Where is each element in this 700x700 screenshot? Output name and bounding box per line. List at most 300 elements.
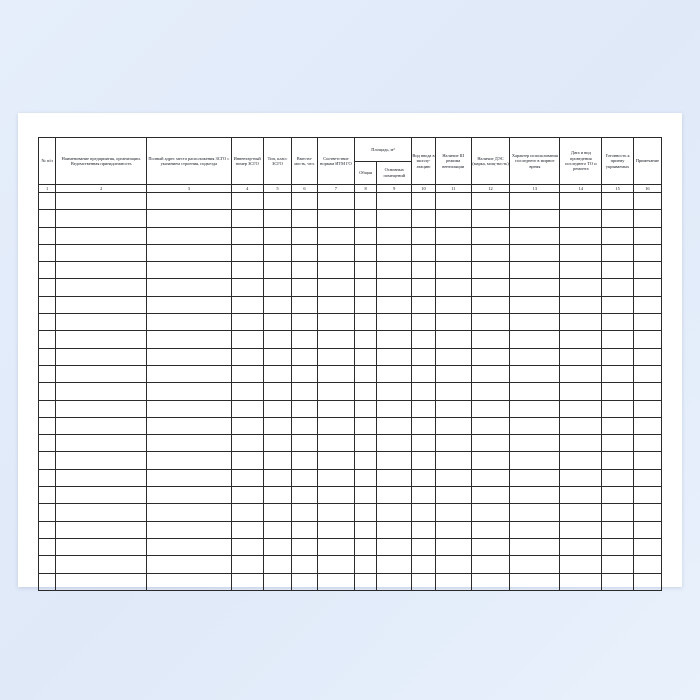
table-cell[interactable] bbox=[412, 556, 436, 573]
table-row[interactable] bbox=[39, 435, 662, 452]
table-cell[interactable] bbox=[39, 227, 56, 244]
table-cell[interactable] bbox=[471, 244, 510, 261]
table-cell[interactable] bbox=[354, 487, 377, 504]
table-cell[interactable] bbox=[354, 521, 377, 538]
table-cell[interactable] bbox=[510, 383, 560, 400]
table-cell[interactable] bbox=[56, 314, 147, 331]
table-cell[interactable] bbox=[147, 469, 231, 486]
table-cell[interactable] bbox=[471, 504, 510, 521]
table-cell[interactable] bbox=[510, 331, 560, 348]
table-cell[interactable] bbox=[292, 556, 318, 573]
table-cell[interactable] bbox=[147, 538, 231, 555]
table-cell[interactable] bbox=[354, 331, 377, 348]
table-cell[interactable] bbox=[292, 262, 318, 279]
table-cell[interactable] bbox=[435, 227, 471, 244]
table-cell[interactable] bbox=[510, 469, 560, 486]
table-cell[interactable] bbox=[147, 383, 231, 400]
table-cell[interactable] bbox=[435, 365, 471, 382]
table-cell[interactable] bbox=[377, 244, 412, 261]
table-cell[interactable] bbox=[412, 383, 436, 400]
table-cell[interactable] bbox=[377, 365, 412, 382]
table-cell[interactable] bbox=[510, 227, 560, 244]
table-cell[interactable] bbox=[633, 504, 661, 521]
table-cell[interactable] bbox=[560, 279, 602, 296]
table-cell[interactable] bbox=[354, 538, 377, 555]
table-cell[interactable] bbox=[318, 400, 355, 417]
table-cell[interactable] bbox=[602, 417, 633, 434]
table-cell[interactable] bbox=[318, 538, 355, 555]
table-cell[interactable] bbox=[633, 521, 661, 538]
table-cell[interactable] bbox=[435, 556, 471, 573]
table-cell[interactable] bbox=[354, 193, 377, 210]
table-cell[interactable] bbox=[412, 487, 436, 504]
table-cell[interactable] bbox=[510, 193, 560, 210]
table-cell[interactable] bbox=[263, 504, 291, 521]
table-cell[interactable] bbox=[471, 400, 510, 417]
table-cell[interactable] bbox=[231, 296, 263, 313]
table-cell[interactable] bbox=[510, 452, 560, 469]
table-cell[interactable] bbox=[56, 469, 147, 486]
table-cell[interactable] bbox=[435, 383, 471, 400]
table-cell[interactable] bbox=[56, 538, 147, 555]
table-cell[interactable] bbox=[377, 210, 412, 227]
table-cell[interactable] bbox=[377, 469, 412, 486]
table-cell[interactable] bbox=[318, 573, 355, 590]
table-row[interactable] bbox=[39, 452, 662, 469]
table-cell[interactable] bbox=[633, 193, 661, 210]
table-cell[interactable] bbox=[471, 296, 510, 313]
table-cell[interactable] bbox=[231, 244, 263, 261]
table-cell[interactable] bbox=[471, 365, 510, 382]
table-cell[interactable] bbox=[39, 365, 56, 382]
table-cell[interactable] bbox=[292, 193, 318, 210]
table-cell[interactable] bbox=[602, 469, 633, 486]
table-cell[interactable] bbox=[354, 417, 377, 434]
table-cell[interactable] bbox=[318, 435, 355, 452]
table-cell[interactable] bbox=[510, 262, 560, 279]
table-cell[interactable] bbox=[510, 538, 560, 555]
table-cell[interactable] bbox=[412, 314, 436, 331]
table-cell[interactable] bbox=[56, 521, 147, 538]
table-cell[interactable] bbox=[510, 348, 560, 365]
table-cell[interactable] bbox=[377, 538, 412, 555]
table-cell[interactable] bbox=[292, 435, 318, 452]
table-cell[interactable] bbox=[354, 365, 377, 382]
table-cell[interactable] bbox=[263, 193, 291, 210]
table-cell[interactable] bbox=[471, 417, 510, 434]
table-cell[interactable] bbox=[560, 521, 602, 538]
table-cell[interactable] bbox=[633, 348, 661, 365]
table-row[interactable] bbox=[39, 331, 662, 348]
table-cell[interactable] bbox=[263, 210, 291, 227]
table-cell[interactable] bbox=[602, 383, 633, 400]
table-row[interactable] bbox=[39, 262, 662, 279]
table-row[interactable] bbox=[39, 296, 662, 313]
table-cell[interactable] bbox=[377, 400, 412, 417]
table-cell[interactable] bbox=[471, 314, 510, 331]
table-cell[interactable] bbox=[318, 314, 355, 331]
table-cell[interactable] bbox=[231, 417, 263, 434]
table-cell[interactable] bbox=[602, 400, 633, 417]
table-cell[interactable] bbox=[354, 383, 377, 400]
table-cell[interactable] bbox=[39, 504, 56, 521]
table-cell[interactable] bbox=[412, 400, 436, 417]
table-cell[interactable] bbox=[318, 504, 355, 521]
table-cell[interactable] bbox=[39, 573, 56, 590]
table-cell[interactable] bbox=[377, 435, 412, 452]
table-cell[interactable] bbox=[231, 262, 263, 279]
table-cell[interactable] bbox=[147, 227, 231, 244]
table-cell[interactable] bbox=[318, 262, 355, 279]
table-cell[interactable] bbox=[633, 210, 661, 227]
table-cell[interactable] bbox=[56, 383, 147, 400]
table-cell[interactable] bbox=[435, 331, 471, 348]
table-cell[interactable] bbox=[633, 331, 661, 348]
table-cell[interactable] bbox=[412, 435, 436, 452]
table-cell[interactable] bbox=[602, 487, 633, 504]
table-cell[interactable] bbox=[263, 452, 291, 469]
table-cell[interactable] bbox=[147, 504, 231, 521]
table-cell[interactable] bbox=[39, 210, 56, 227]
table-cell[interactable] bbox=[412, 296, 436, 313]
table-cell[interactable] bbox=[354, 435, 377, 452]
table-cell[interactable] bbox=[292, 279, 318, 296]
table-cell[interactable] bbox=[231, 210, 263, 227]
table-cell[interactable] bbox=[147, 417, 231, 434]
table-cell[interactable] bbox=[435, 469, 471, 486]
table-cell[interactable] bbox=[147, 452, 231, 469]
table-cell[interactable] bbox=[292, 314, 318, 331]
table-cell[interactable] bbox=[147, 193, 231, 210]
table-cell[interactable] bbox=[633, 469, 661, 486]
table-row[interactable] bbox=[39, 504, 662, 521]
table-cell[interactable] bbox=[633, 487, 661, 504]
table-cell[interactable] bbox=[435, 538, 471, 555]
table-cell[interactable] bbox=[318, 383, 355, 400]
table-cell[interactable] bbox=[560, 348, 602, 365]
table-cell[interactable] bbox=[318, 556, 355, 573]
table-cell[interactable] bbox=[147, 262, 231, 279]
table-cell[interactable] bbox=[560, 573, 602, 590]
table-cell[interactable] bbox=[602, 210, 633, 227]
table-cell[interactable] bbox=[471, 452, 510, 469]
table-cell[interactable] bbox=[263, 556, 291, 573]
table-cell[interactable] bbox=[560, 452, 602, 469]
table-cell[interactable] bbox=[318, 417, 355, 434]
table-cell[interactable] bbox=[263, 262, 291, 279]
table-row[interactable] bbox=[39, 400, 662, 417]
table-cell[interactable] bbox=[231, 504, 263, 521]
table-cell[interactable] bbox=[633, 279, 661, 296]
table-cell[interactable] bbox=[633, 383, 661, 400]
table-cell[interactable] bbox=[377, 314, 412, 331]
table-cell[interactable] bbox=[354, 556, 377, 573]
table-cell[interactable] bbox=[602, 348, 633, 365]
table-cell[interactable] bbox=[56, 504, 147, 521]
table-cell[interactable] bbox=[292, 227, 318, 244]
table-cell[interactable] bbox=[39, 331, 56, 348]
table-cell[interactable] bbox=[412, 227, 436, 244]
table-cell[interactable] bbox=[56, 279, 147, 296]
table-cell[interactable] bbox=[633, 365, 661, 382]
table-cell[interactable] bbox=[263, 417, 291, 434]
table-cell[interactable] bbox=[412, 504, 436, 521]
table-cell[interactable] bbox=[412, 452, 436, 469]
table-cell[interactable] bbox=[56, 193, 147, 210]
table-cell[interactable] bbox=[602, 331, 633, 348]
table-cell[interactable] bbox=[435, 521, 471, 538]
table-cell[interactable] bbox=[560, 469, 602, 486]
table-cell[interactable] bbox=[510, 573, 560, 590]
table-cell[interactable] bbox=[510, 435, 560, 452]
table-cell[interactable] bbox=[39, 193, 56, 210]
table-cell[interactable] bbox=[56, 244, 147, 261]
table-cell[interactable] bbox=[471, 521, 510, 538]
table-cell[interactable] bbox=[292, 365, 318, 382]
table-cell[interactable] bbox=[292, 296, 318, 313]
table-cell[interactable] bbox=[318, 348, 355, 365]
table-cell[interactable] bbox=[39, 435, 56, 452]
table-cell[interactable] bbox=[263, 435, 291, 452]
table-cell[interactable] bbox=[354, 279, 377, 296]
table-cell[interactable] bbox=[377, 487, 412, 504]
table-cell[interactable] bbox=[377, 573, 412, 590]
table-row[interactable] bbox=[39, 573, 662, 590]
table-cell[interactable] bbox=[354, 296, 377, 313]
table-cell[interactable] bbox=[231, 556, 263, 573]
table-cell[interactable] bbox=[510, 279, 560, 296]
table-cell[interactable] bbox=[263, 244, 291, 261]
table-cell[interactable] bbox=[471, 487, 510, 504]
table-cell[interactable] bbox=[354, 227, 377, 244]
table-cell[interactable] bbox=[471, 279, 510, 296]
table-cell[interactable] bbox=[39, 244, 56, 261]
table-cell[interactable] bbox=[263, 227, 291, 244]
table-cell[interactable] bbox=[318, 365, 355, 382]
table-cell[interactable] bbox=[231, 365, 263, 382]
table-cell[interactable] bbox=[602, 556, 633, 573]
table-cell[interactable] bbox=[292, 400, 318, 417]
table-cell[interactable] bbox=[510, 400, 560, 417]
table-cell[interactable] bbox=[318, 296, 355, 313]
table-cell[interactable] bbox=[602, 279, 633, 296]
table-cell[interactable] bbox=[377, 521, 412, 538]
table-cell[interactable] bbox=[377, 193, 412, 210]
table-cell[interactable] bbox=[377, 383, 412, 400]
table-cell[interactable] bbox=[471, 210, 510, 227]
table-cell[interactable] bbox=[560, 400, 602, 417]
table-row[interactable] bbox=[39, 469, 662, 486]
table-cell[interactable] bbox=[435, 296, 471, 313]
table-cell[interactable] bbox=[56, 296, 147, 313]
table-cell[interactable] bbox=[435, 417, 471, 434]
table-cell[interactable] bbox=[633, 452, 661, 469]
table-cell[interactable] bbox=[292, 210, 318, 227]
table-cell[interactable] bbox=[602, 262, 633, 279]
table-cell[interactable] bbox=[56, 210, 147, 227]
table-cell[interactable] bbox=[633, 296, 661, 313]
table-cell[interactable] bbox=[292, 538, 318, 555]
table-cell[interactable] bbox=[377, 227, 412, 244]
table-cell[interactable] bbox=[39, 452, 56, 469]
table-cell[interactable] bbox=[292, 521, 318, 538]
table-cell[interactable] bbox=[412, 262, 436, 279]
table-cell[interactable] bbox=[377, 262, 412, 279]
table-cell[interactable] bbox=[377, 504, 412, 521]
table-cell[interactable] bbox=[435, 435, 471, 452]
table-cell[interactable] bbox=[560, 244, 602, 261]
table-cell[interactable] bbox=[435, 262, 471, 279]
table-cell[interactable] bbox=[471, 227, 510, 244]
table-cell[interactable] bbox=[412, 210, 436, 227]
table-cell[interactable] bbox=[231, 279, 263, 296]
table-cell[interactable] bbox=[263, 348, 291, 365]
table-cell[interactable] bbox=[318, 452, 355, 469]
table-row[interactable] bbox=[39, 227, 662, 244]
table-cell[interactable] bbox=[56, 348, 147, 365]
table-cell[interactable] bbox=[292, 469, 318, 486]
table-cell[interactable] bbox=[377, 348, 412, 365]
table-row[interactable] bbox=[39, 314, 662, 331]
table-cell[interactable] bbox=[263, 469, 291, 486]
table-cell[interactable] bbox=[263, 314, 291, 331]
table-cell[interactable] bbox=[435, 210, 471, 227]
table-cell[interactable] bbox=[56, 452, 147, 469]
table-cell[interactable] bbox=[354, 504, 377, 521]
table-cell[interactable] bbox=[147, 314, 231, 331]
table-cell[interactable] bbox=[435, 400, 471, 417]
table-cell[interactable] bbox=[510, 556, 560, 573]
table-cell[interactable] bbox=[560, 383, 602, 400]
table-cell[interactable] bbox=[263, 331, 291, 348]
table-cell[interactable] bbox=[318, 244, 355, 261]
table-cell[interactable] bbox=[602, 227, 633, 244]
table-cell[interactable] bbox=[231, 400, 263, 417]
table-cell[interactable] bbox=[602, 573, 633, 590]
table-cell[interactable] bbox=[560, 538, 602, 555]
table-cell[interactable] bbox=[231, 383, 263, 400]
table-cell[interactable] bbox=[435, 244, 471, 261]
table-cell[interactable] bbox=[435, 279, 471, 296]
table-cell[interactable] bbox=[602, 435, 633, 452]
table-cell[interactable] bbox=[377, 279, 412, 296]
table-cell[interactable] bbox=[471, 435, 510, 452]
table-cell[interactable] bbox=[354, 210, 377, 227]
table-cell[interactable] bbox=[633, 417, 661, 434]
table-cell[interactable] bbox=[435, 504, 471, 521]
table-cell[interactable] bbox=[147, 331, 231, 348]
table-row[interactable] bbox=[39, 279, 662, 296]
table-cell[interactable] bbox=[318, 210, 355, 227]
table-cell[interactable] bbox=[292, 452, 318, 469]
table-cell[interactable] bbox=[377, 556, 412, 573]
table-cell[interactable] bbox=[412, 521, 436, 538]
table-cell[interactable] bbox=[602, 521, 633, 538]
table-cell[interactable] bbox=[633, 556, 661, 573]
table-cell[interactable] bbox=[471, 538, 510, 555]
table-cell[interactable] bbox=[39, 469, 56, 486]
table-cell[interactable] bbox=[56, 227, 147, 244]
table-cell[interactable] bbox=[560, 314, 602, 331]
table-cell[interactable] bbox=[560, 556, 602, 573]
table-cell[interactable] bbox=[354, 400, 377, 417]
table-cell[interactable] bbox=[292, 573, 318, 590]
table-cell[interactable] bbox=[354, 348, 377, 365]
table-cell[interactable] bbox=[510, 244, 560, 261]
table-cell[interactable] bbox=[633, 314, 661, 331]
table-cell[interactable] bbox=[354, 244, 377, 261]
table-cell[interactable] bbox=[318, 193, 355, 210]
table-cell[interactable] bbox=[231, 193, 263, 210]
table-cell[interactable] bbox=[510, 487, 560, 504]
table-cell[interactable] bbox=[471, 262, 510, 279]
table-cell[interactable] bbox=[39, 383, 56, 400]
table-cell[interactable] bbox=[292, 417, 318, 434]
table-cell[interactable] bbox=[39, 400, 56, 417]
table-cell[interactable] bbox=[147, 296, 231, 313]
table-cell[interactable] bbox=[39, 262, 56, 279]
table-cell[interactable] bbox=[56, 331, 147, 348]
table-cell[interactable] bbox=[435, 314, 471, 331]
table-cell[interactable] bbox=[510, 417, 560, 434]
table-cell[interactable] bbox=[510, 504, 560, 521]
table-cell[interactable] bbox=[231, 538, 263, 555]
table-cell[interactable] bbox=[147, 556, 231, 573]
table-cell[interactable] bbox=[292, 504, 318, 521]
table-cell[interactable] bbox=[560, 262, 602, 279]
table-row[interactable] bbox=[39, 348, 662, 365]
table-cell[interactable] bbox=[471, 193, 510, 210]
table-cell[interactable] bbox=[377, 296, 412, 313]
table-cell[interactable] bbox=[510, 314, 560, 331]
table-cell[interactable] bbox=[633, 435, 661, 452]
table-row[interactable] bbox=[39, 244, 662, 261]
table-cell[interactable] bbox=[435, 193, 471, 210]
table-cell[interactable] bbox=[231, 331, 263, 348]
table-cell[interactable] bbox=[292, 383, 318, 400]
table-cell[interactable] bbox=[602, 193, 633, 210]
table-cell[interactable] bbox=[318, 279, 355, 296]
table-row[interactable] bbox=[39, 417, 662, 434]
table-cell[interactable] bbox=[377, 331, 412, 348]
table-cell[interactable] bbox=[263, 279, 291, 296]
table-cell[interactable] bbox=[602, 504, 633, 521]
table-cell[interactable] bbox=[412, 348, 436, 365]
table-cell[interactable] bbox=[435, 452, 471, 469]
table-cell[interactable] bbox=[39, 296, 56, 313]
table-cell[interactable] bbox=[602, 296, 633, 313]
table-row[interactable] bbox=[39, 521, 662, 538]
table-cell[interactable] bbox=[412, 193, 436, 210]
table-cell[interactable] bbox=[263, 521, 291, 538]
table-row[interactable] bbox=[39, 210, 662, 227]
table-cell[interactable] bbox=[231, 314, 263, 331]
table-cell[interactable] bbox=[56, 262, 147, 279]
table-cell[interactable] bbox=[510, 296, 560, 313]
table-cell[interactable] bbox=[435, 573, 471, 590]
table-cell[interactable] bbox=[510, 521, 560, 538]
table-cell[interactable] bbox=[560, 296, 602, 313]
table-cell[interactable] bbox=[231, 573, 263, 590]
table-row[interactable] bbox=[39, 383, 662, 400]
table-cell[interactable] bbox=[56, 435, 147, 452]
table-cell[interactable] bbox=[231, 435, 263, 452]
table-cell[interactable] bbox=[471, 331, 510, 348]
table-cell[interactable] bbox=[147, 435, 231, 452]
table-cell[interactable] bbox=[412, 244, 436, 261]
table-cell[interactable] bbox=[292, 348, 318, 365]
table-cell[interactable] bbox=[633, 227, 661, 244]
